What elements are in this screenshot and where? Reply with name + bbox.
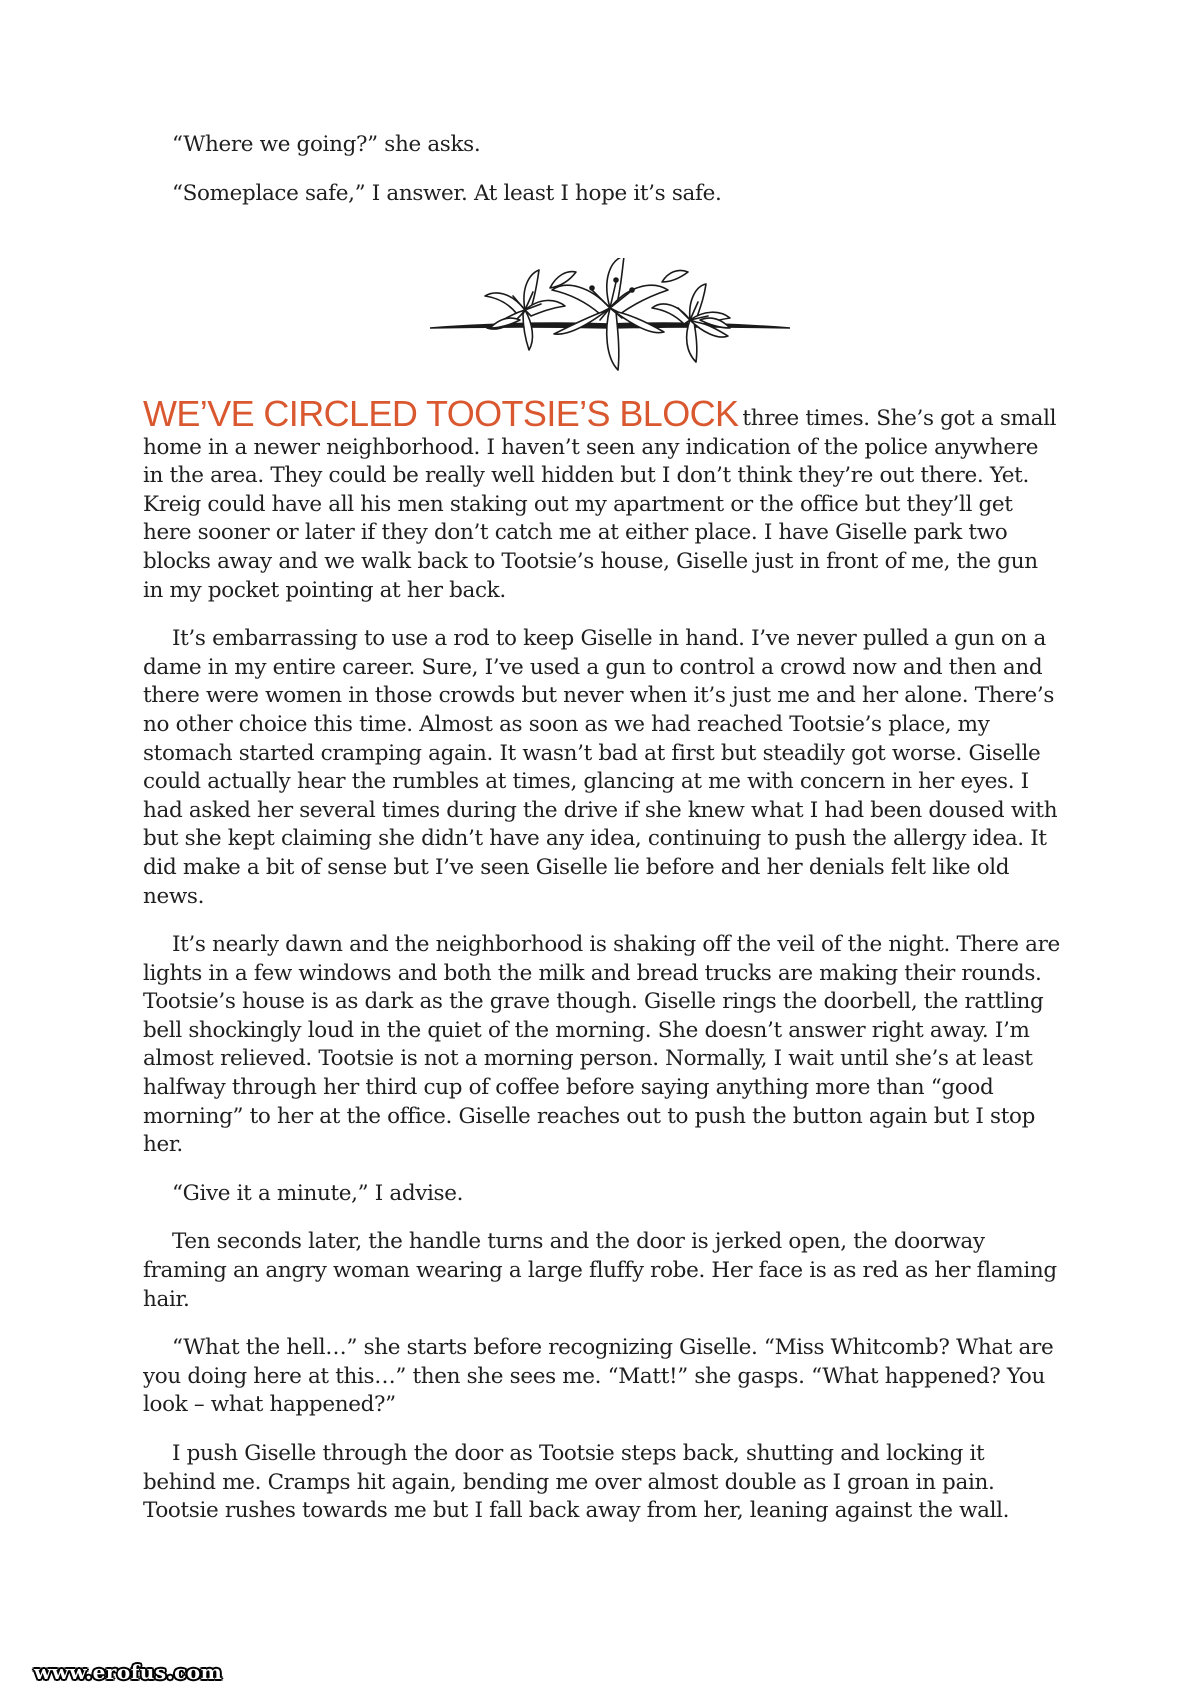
paragraph-1-text: three times. She’s got a small home in a newer neighborhood. I haven’t seen any indication of the police anywhere in the area. They could be really well hidden but I don’t think they’re out there. Yet. Kreig could have all his men staking out my apartment or the office but they’ll get here sooner or later if they don’t catch me at either place. I have Giselle park two blocks away and we walk back to Tootsie’s house, Giselle just in front of me, the gun in my pocket pointing at her back. bbox=[143, 406, 1057, 603]
paragraph-4: “Give it a minute,” I advise. bbox=[172, 1180, 464, 1206]
intro-line-2: “Someplace safe,” I answer. At least I hope it’s safe. bbox=[172, 180, 722, 206]
intro-block bbox=[143, 131, 1063, 208]
paragraph-3: It’s nearly dawn and the neighborhood is shaking off the veil of the night. There are lights in a few windows and both the milk and bread trucks are making their rounds. Tootsie’s house is as dark as the grave though. Giselle rings the doorbell, the rattling bell shockingly loud in the quiet of the morning. She doesn’t answer right away. I’m almost relieved. Tootsie is not a morning person. Normally, I wait until she’s at least halfway through her third cup of coffee before saying anything more than “good morning” to her at the office. Giselle reaches out to push the button again but I stop her. bbox=[143, 932, 1060, 1158]
paragraph-5: Ten seconds later, the handle turns and the door is jerked open, the doorway framing an angry woman wearing a large fluffy robe. Her face is as red as her flaming hair. bbox=[143, 1229, 1057, 1312]
lily-flower-divider-icon bbox=[430, 258, 790, 398]
intro-line-1: “Where we going?” she asks. bbox=[172, 132, 481, 157]
site-watermark: www.erofus.com bbox=[34, 1660, 223, 1684]
paragraph-6: “What the hell…” she starts before recognizing Giselle. “Miss Whitcomb? What are you doing here at this…” then she sees me. “Matt!” she gasps. “What happened? You look – what happened?” bbox=[143, 1335, 1054, 1418]
paragraph-2: It’s embarrassing to use a rod to keep Giselle in hand. I’ve never pulled a gun on a dame in my entire career. Sure, I’ve used a gun to control a crowd now and then and there were women in those crowds but never when it’s just me and her alone. There’s no other choice this time. Almost as soon as we had reached Tootsie’s place, my stomach started cramping again. It wasn’t bad at first but steadily got worse. Giselle could actually hear the rumbles at times, glancing at me with concern in her eyes. I had asked her several times during the drive if she knew what I had been doused with but she kept claiming she didn’t have any idea, continuing to push the allergy idea. It did make a bit of sense but I’ve seen Giselle lie before and her denials felt like old news. bbox=[143, 626, 1058, 909]
section-lead-in: WE’VE CIRCLED TOOTSIE’S BLOCK bbox=[143, 393, 739, 434]
paragraph-7: I push Giselle through the door as Tootsie steps back, shutting and locking it behind me. Cramps hit again, bending me over almost double as I groan in pain. Tootsie rushes towards me but I fall back away from her, leaning against the wall. bbox=[143, 1441, 1010, 1524]
paragraph-1 bbox=[143, 393, 1063, 605]
chapter-body bbox=[143, 393, 1063, 1526]
